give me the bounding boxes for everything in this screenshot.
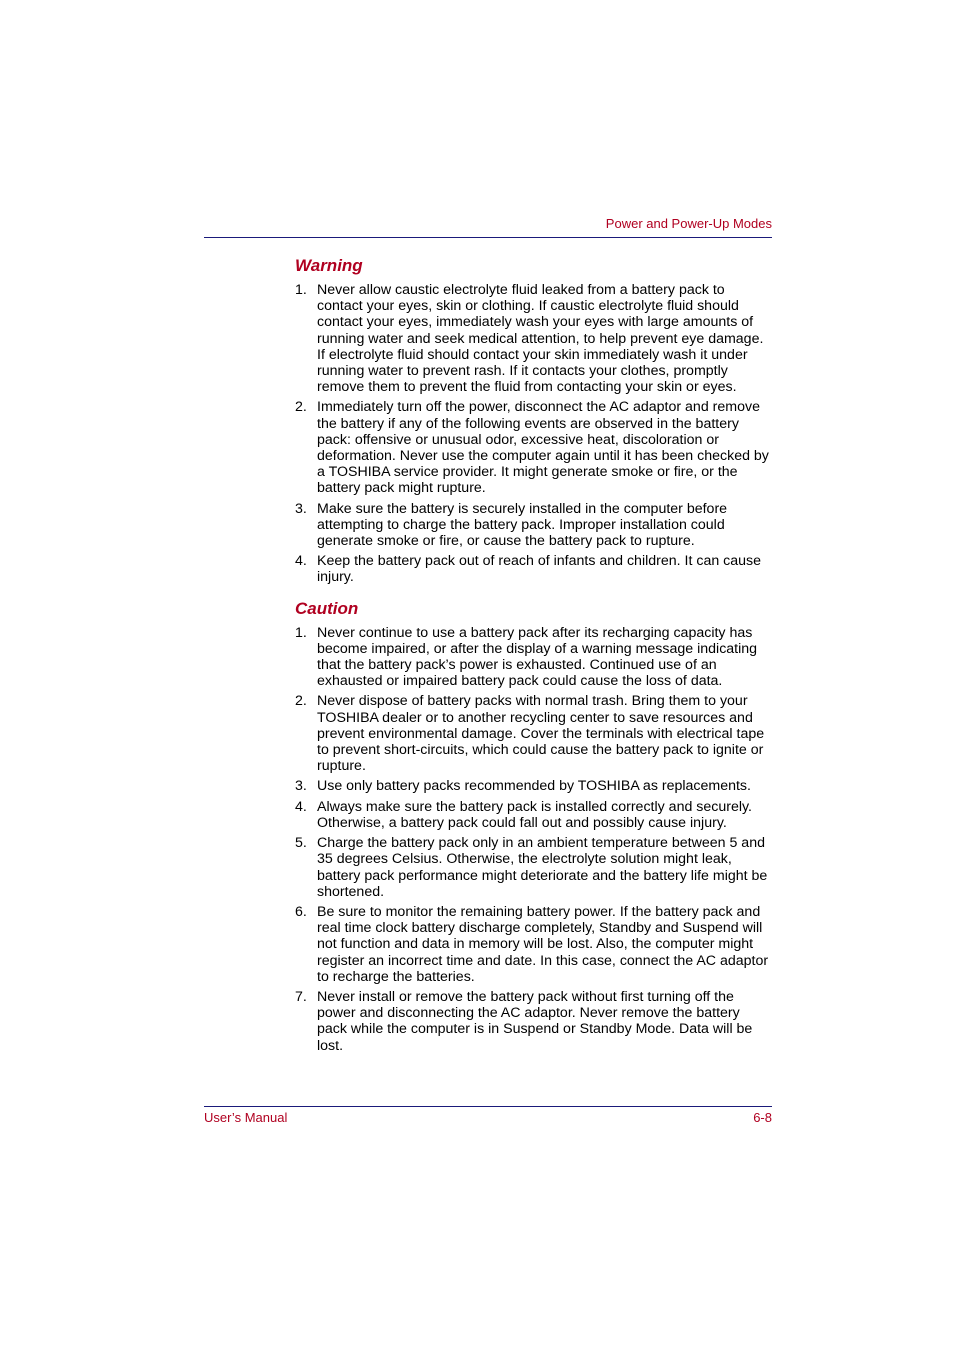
item-number: 2. (295, 399, 307, 416)
item-number: 3. (295, 778, 307, 795)
list-item (295, 799, 773, 831)
footer-divider (204, 1106, 772, 1107)
warning-heading: Warning (295, 256, 363, 275)
list-item (295, 835, 773, 900)
item-number: 4. (295, 798, 307, 815)
item-text: Never continue to use a battery pack after its recharging capacity has become impaired, or after the display of a warning message indicating that the battery pack’s power is exhausted. Continued use of an exhausted or impaired battery pack could cause the loss of data. (317, 624, 758, 690)
item-number: 1. (295, 282, 307, 298)
item-text: Charge the battery pack only in an ambient temperature between 5 and 35 degrees Celsius. Otherwise, the electrolyte solution might leak, battery pack performance might deteriorate and the battery life might be shortened. (317, 835, 768, 900)
item-text: Use only battery packs recommended by TOSHIBA as replacements. (317, 778, 751, 795)
list-item (295, 399, 773, 496)
item-text: Never install or remove the battery pack without first turning off the power and disconnecting the AC adaptor. Never remove the battery pack while the computer is in Suspend or Standby Mode. Data will be lost. (317, 988, 753, 1054)
item-text: Make sure the battery is securely installed in the computer before attempting to charge the battery pack. Improper installation could generate smoke or fire, or cause the battery pack to rupture. (317, 500, 728, 550)
list-item (295, 778, 773, 794)
list-item (295, 501, 773, 550)
item-number: 1. (295, 624, 307, 641)
footer-page-number: 6-8 (753, 1110, 772, 1125)
item-text: Keep the battery pack out of reach of infants and children. It can cause injury. (317, 553, 762, 586)
footer-manual-name: User’s Manual (204, 1110, 288, 1125)
item-number: 4. (295, 553, 307, 570)
item-number: 7. (295, 988, 307, 1005)
list-item (295, 282, 773, 395)
warning-list (295, 282, 773, 586)
list-item (295, 625, 773, 690)
item-number: 3. (295, 500, 307, 517)
item-text: Immediately turn off the power, disconnect the AC adaptor and remove the battery if any of the following events are observed in the battery pack: offensive or unusual odor, excessive heat, discoloration or deformation. Never use the computer again until it has been checked by a TOSHIBA service provider. It might generate smoke or fire, or the battery pack might rupture. (317, 399, 769, 497)
running-header: Power and Power-Up Modes (605, 216, 772, 231)
header-divider (204, 237, 772, 238)
item-text: Never dispose of battery packs with normal trash. Bring them to your TOSHIBA dealer or to another recycling center to save resources and prevent environmental damage. Cover the terminals with electrical tape to prevent short-circuits, which could cause the battery pack to ignite or rupture. (317, 693, 765, 775)
item-text: Be sure to monitor the remaining battery power. If the battery pack and real time clock battery discharge completely, Standby and Suspend will not function and data in memory will be lost. Also, the computer might register an incorrect time and date. In this case, connect the AC adaptor to recharge the batteries. (317, 903, 769, 985)
item-number: 6. (295, 903, 307, 920)
item-number: 2. (295, 693, 307, 710)
list-item (295, 989, 773, 1054)
list-item (295, 553, 773, 585)
item-text: Always make sure the battery pack is installed correctly and securely. Otherwise, a battery pack could fall out and possibly cause injury. (317, 798, 753, 831)
main-content (295, 256, 773, 1058)
caution-list (295, 625, 773, 1054)
list-item (295, 693, 773, 774)
caution-heading: Caution (295, 598, 359, 618)
item-number: 5. (295, 835, 307, 852)
item-text: Never allow caustic electrolyte fluid leaked from a battery pack to contact your eyes, skin or clothing. If caustic electrolyte fluid should contact your eyes, immediately wash your eyes with large amounts of running water and seek medical attention, to help prevent eye damage. If electrolyte fluid should contact your skin immediately wash it under running water to prevent rash. If it contacts your clothes, promptly remove them to prevent the fluid from contacting your skin or eyes. (317, 282, 764, 396)
list-item (295, 904, 773, 985)
